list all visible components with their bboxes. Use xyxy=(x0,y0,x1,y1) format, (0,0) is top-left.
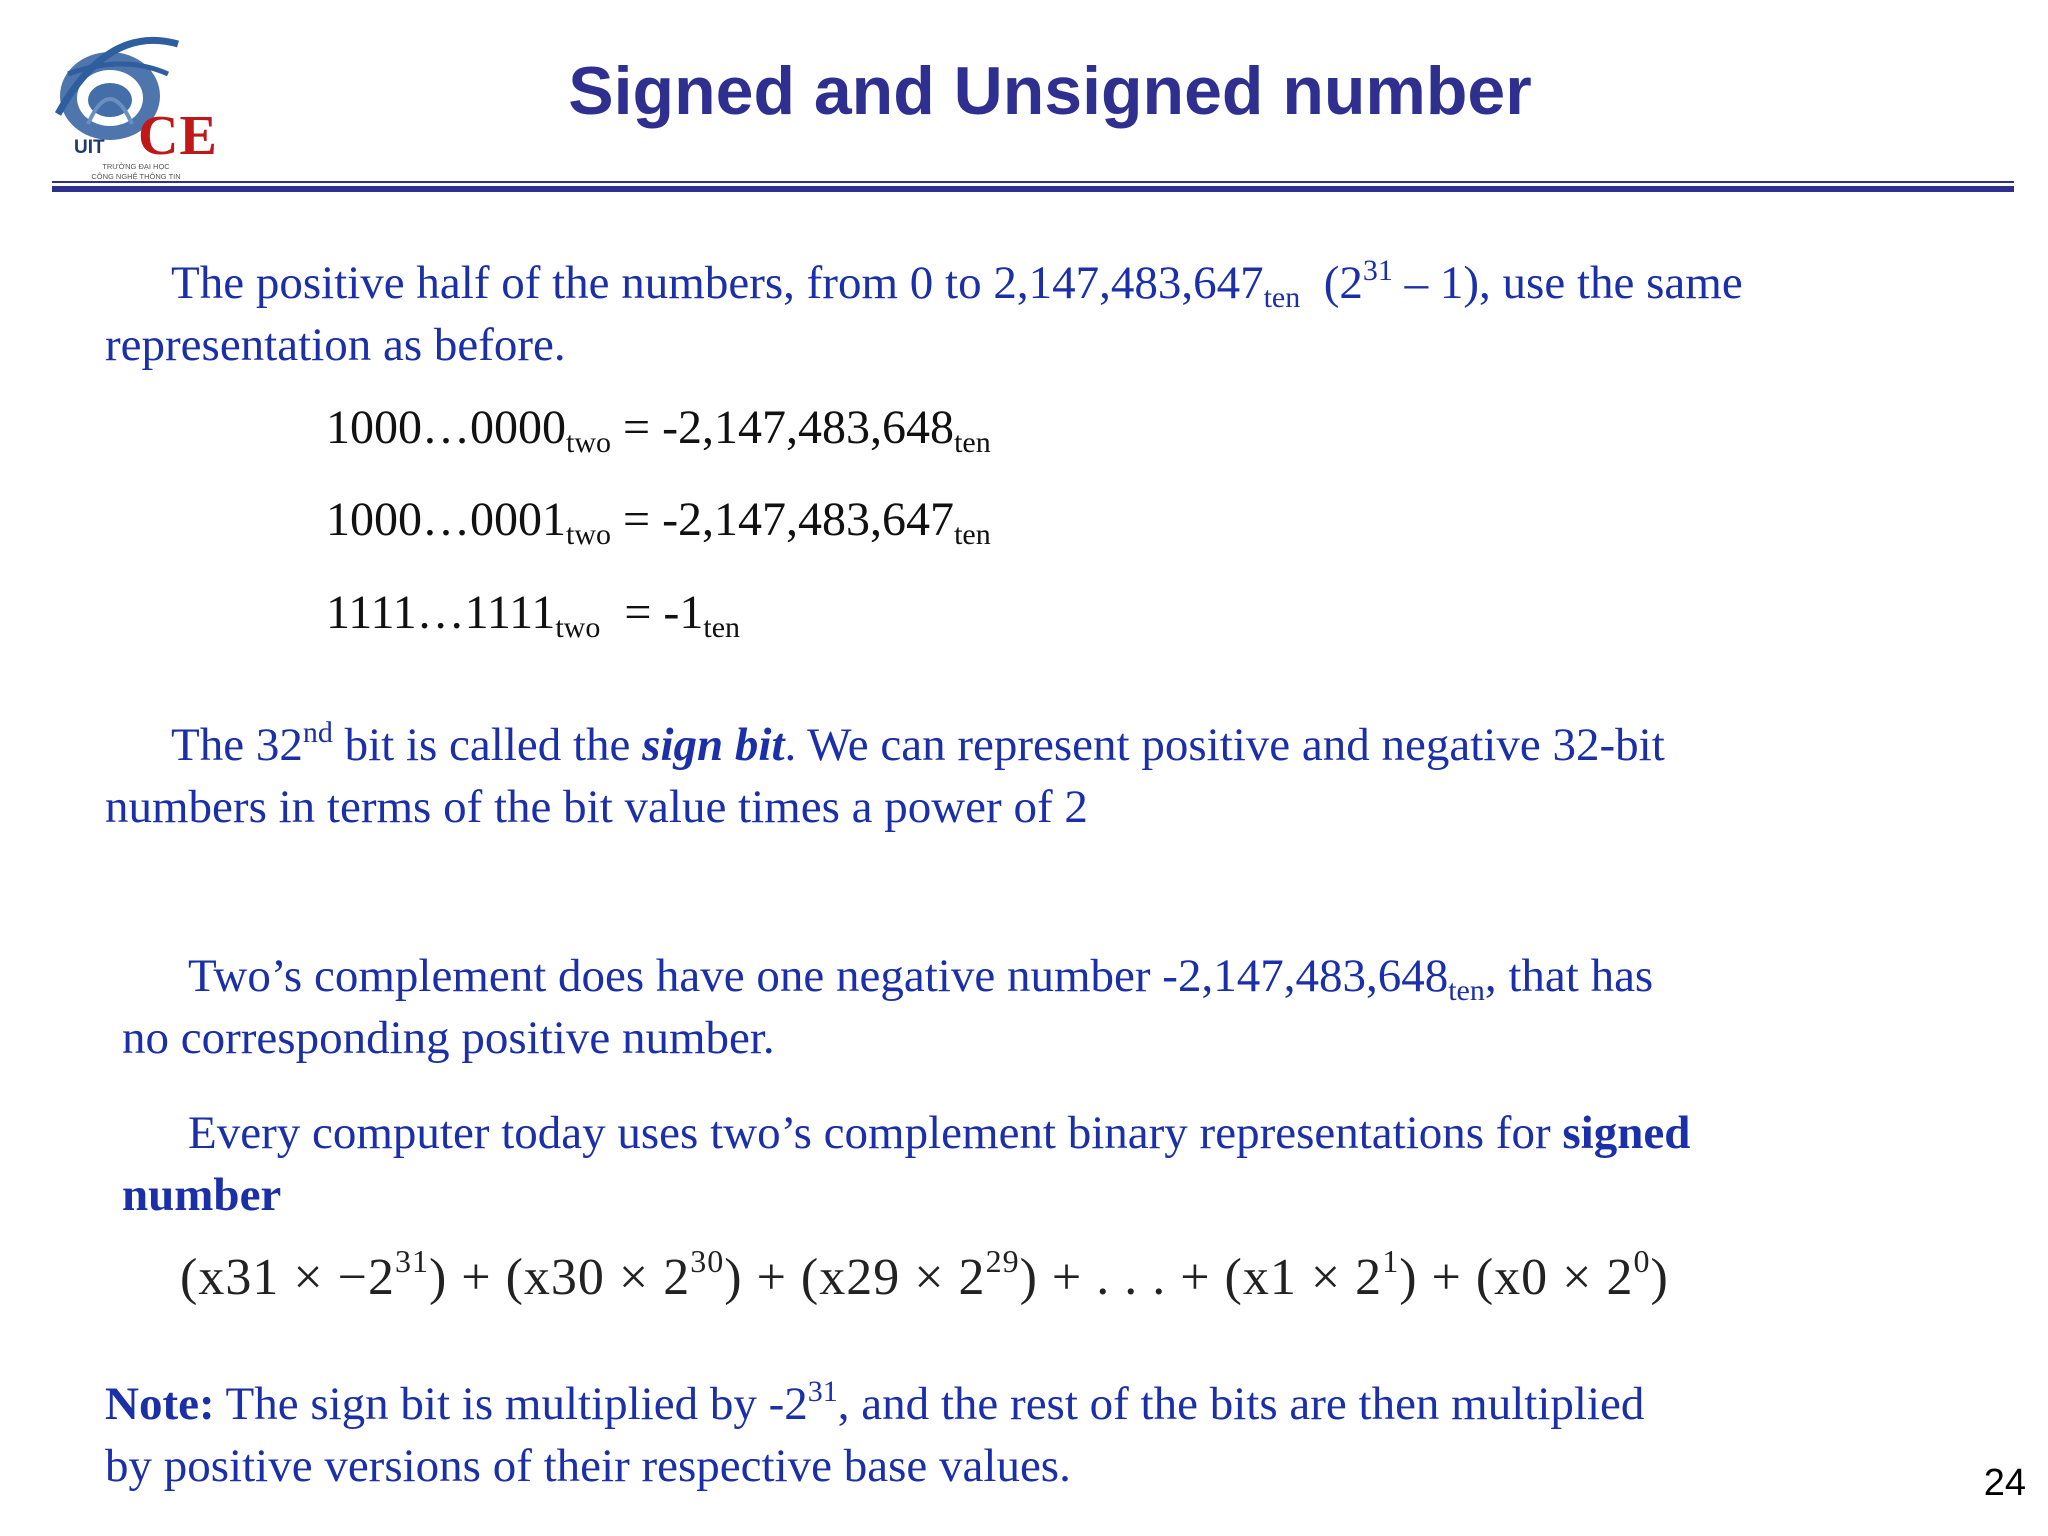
equation-row xyxy=(326,490,991,550)
uit-logo xyxy=(28,14,238,189)
equation-lhs: 1111…1111 xyxy=(326,586,556,639)
logo-uit-text: UIT xyxy=(74,137,105,158)
equation-rhs-sub: ten xyxy=(954,518,991,551)
signed-term: signed xyxy=(1562,1107,1691,1159)
note-text-1: The sign bit is multiplied by -2 xyxy=(214,1378,808,1430)
equation-rhs: = -1 xyxy=(600,586,704,639)
p3-subscript: ten xyxy=(1448,974,1485,1007)
equation-lhs-sub: two xyxy=(566,426,611,459)
equation-rhs-sub: ten xyxy=(703,611,741,644)
p4-text-1: Every computer today uses two’s complement binary representations for xyxy=(188,1107,1563,1159)
p1-subscript: ten xyxy=(1263,281,1301,314)
equation-lhs-sub: two xyxy=(566,518,611,551)
equation-row xyxy=(326,583,740,643)
page-number: 24 xyxy=(1983,1462,2026,1504)
p2-text-2: bit is called the xyxy=(332,719,643,771)
paragraph-twos-complement xyxy=(122,945,1653,1069)
p1-text-3: – 1), use the same xyxy=(1392,257,1743,309)
formula-part: ) xyxy=(1650,1249,1669,1306)
equation-rhs: = -2,147,483,647 xyxy=(611,493,955,546)
logo-subtitle-1: TRƯỜNG ĐẠI HỌC xyxy=(102,162,170,171)
equation-lhs: 1000…0000 xyxy=(326,401,566,454)
title-divider-thick xyxy=(52,186,2014,192)
p3-text-1: Two’s complement does have one negative number -2,147,483,648 xyxy=(188,950,1449,1002)
p2-text-3: . We can represent positive and negative 32-bit xyxy=(784,719,1665,771)
logo-ce-text: CE xyxy=(138,105,218,167)
equation-lhs: 1000…0001 xyxy=(326,493,566,546)
formula-part: ) + (x30 × 2 xyxy=(428,1249,691,1306)
formula-exponent: 1 xyxy=(1382,1243,1400,1279)
equation-rhs: = -2,147,483,648 xyxy=(611,401,955,454)
title-divider-thin xyxy=(52,181,2014,183)
note-label: Note: xyxy=(105,1378,215,1430)
note-text-2: , and the rest of the bits are then multiplied xyxy=(837,1378,1645,1430)
equation-lhs-sub: two xyxy=(555,611,601,644)
p2-text-1: The 32 xyxy=(171,719,303,771)
p1-text-4: representation as before. xyxy=(105,319,566,371)
p2-text-4: numbers in terms of the bit value times a power of 2 xyxy=(105,781,1088,833)
logo-subtitle-2: CÔNG NGHỆ THÔNG TIN xyxy=(91,172,181,181)
formula-part: (x31 × −2 xyxy=(180,1249,395,1306)
p2-superscript: nd xyxy=(302,716,333,749)
equation-rhs-sub: ten xyxy=(954,426,991,459)
slide-title: Signed and Unsigned number xyxy=(568,53,1532,129)
p1-text-1: The positive half of the numbers, from 0 to 2,147,483,647 xyxy=(171,257,1264,309)
note-superscript: 31 xyxy=(807,1375,838,1408)
number-term: number xyxy=(122,1169,282,1221)
twos-complement-formula xyxy=(180,1243,1669,1307)
equation-row xyxy=(326,398,991,458)
p3-text-2: , that has xyxy=(1484,950,1654,1002)
note-text-3: by positive versions of their respective base values. xyxy=(105,1440,1071,1492)
note-paragraph xyxy=(105,1373,1644,1497)
paragraph-positive-half xyxy=(105,252,1743,376)
formula-exponent: 0 xyxy=(1633,1243,1651,1279)
formula-exponent: 29 xyxy=(985,1243,1020,1279)
formula-part: ) + (x29 × 2 xyxy=(724,1249,986,1306)
paragraph-sign-bit xyxy=(105,714,1665,838)
p1-text-2: (2 xyxy=(1300,257,1363,309)
formula-exponent: 30 xyxy=(690,1243,725,1279)
sign-bit-term: sign bit xyxy=(642,719,785,771)
formula-exponent: 31 xyxy=(394,1243,429,1279)
paragraph-every-computer xyxy=(122,1102,1690,1226)
formula-part: ) + . . . + (x1 × 2 xyxy=(1019,1249,1383,1306)
p3-text-3: no corresponding positive number. xyxy=(122,1012,775,1064)
formula-part: ) + (x0 × 2 xyxy=(1399,1249,1634,1306)
p1-superscript: 31 xyxy=(1362,254,1393,287)
